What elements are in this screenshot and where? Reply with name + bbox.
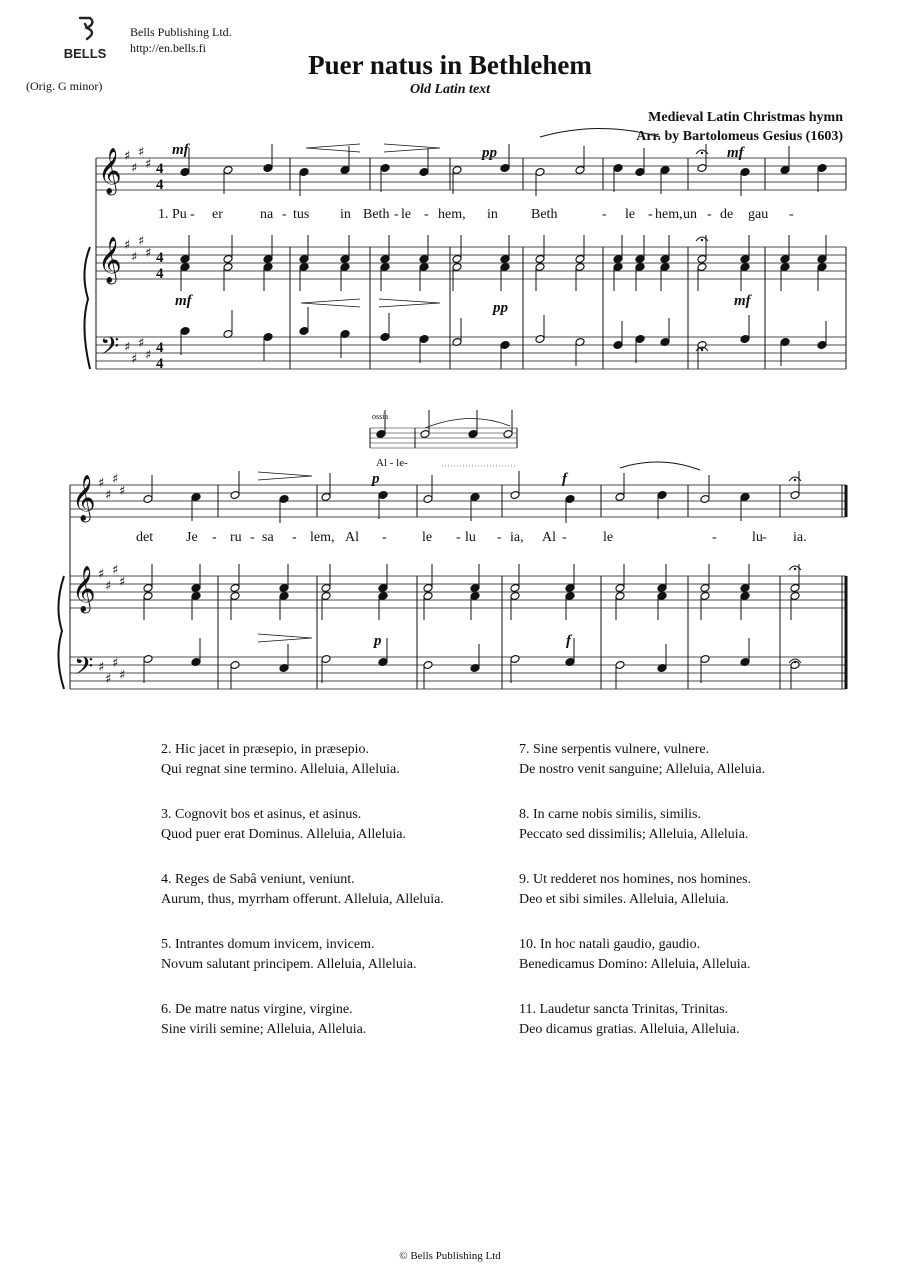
dynamic-mark: p xyxy=(374,633,382,649)
lyric-syllable: lu xyxy=(465,530,476,545)
lyric-syllable: lem, xyxy=(310,530,335,545)
lyric-syllable: det xyxy=(136,530,154,545)
fermata-dot xyxy=(701,152,703,154)
lyric-syllable: - xyxy=(602,207,607,222)
sharp-sign: ♯ xyxy=(112,472,119,487)
verse-line: Benedicamus Domino: Alleluia, Alleluia. xyxy=(519,957,751,972)
verse-block xyxy=(519,805,748,845)
lyric-syllable: - xyxy=(212,530,217,545)
sharp-sign: ♯ xyxy=(119,575,126,590)
verse-line: 4. Reges de Sabâ veniunt, veniunt. xyxy=(161,872,355,887)
verse-line: Deo dicamus gratias. Alleluia, Alleluia. xyxy=(519,1022,740,1037)
sharp-sign: ♯ xyxy=(98,567,105,582)
verse-line: 7. Sine serpentis vulnere, vulnere. xyxy=(519,742,710,757)
lyric-syllable: le xyxy=(401,207,412,222)
lyric-syllable: - xyxy=(250,530,255,545)
time-signature: 4 xyxy=(156,266,164,282)
sharp-sign: ♯ xyxy=(112,656,119,671)
treble-clef: 𝄞 xyxy=(98,237,122,283)
sharp-sign: ♯ xyxy=(124,149,131,164)
sharp-sign: ♯ xyxy=(119,668,126,683)
sharp-sign: ♯ xyxy=(124,340,131,355)
verse-line: Qui regnat sine termino. Alleluia, Alleluia. xyxy=(161,762,400,777)
piano-brace xyxy=(58,576,64,689)
lyric-syllable: Je xyxy=(186,530,198,545)
lyric-syllable: - xyxy=(562,530,567,545)
time-signature: 4 xyxy=(156,340,164,356)
verse-line: 2. Hic jacet in præsepio, in præsepio. xyxy=(161,742,370,757)
crescendo-hairpin xyxy=(301,299,360,307)
verse-block xyxy=(161,1000,366,1040)
sharp-sign: ♯ xyxy=(138,234,145,249)
decrescendo-hairpin xyxy=(379,299,440,307)
sharp-sign: ♯ xyxy=(145,246,152,261)
credit-arranger: Arr. by Bartolomeus Gesius (1603) xyxy=(636,129,843,144)
lyric-syllable: sa xyxy=(262,530,274,545)
sharp-sign: ♯ xyxy=(131,161,138,176)
sharp-sign: ♯ xyxy=(138,145,145,160)
lyric-syllable: lu xyxy=(752,530,763,545)
verse-line: 8. In carne nobis similis, similis. xyxy=(519,807,701,822)
decrescendo-hairpin xyxy=(258,634,312,642)
verse-block xyxy=(519,935,750,975)
page-title: Puer natus in Bethlehem xyxy=(308,50,592,80)
lyric-syllable: le xyxy=(422,530,433,545)
lyric-syllable: na xyxy=(260,207,274,222)
treble-clef: 𝄞 xyxy=(72,566,96,612)
verse-line: 10. In hoc natali gaudio, gaudio. xyxy=(519,937,701,952)
dynamic-mark: mf xyxy=(175,293,192,309)
sharp-sign: ♯ xyxy=(131,352,138,367)
lyric-syllable: - xyxy=(648,207,653,222)
sharp-sign: ♯ xyxy=(124,238,131,253)
sharp-sign: ♯ xyxy=(112,563,119,578)
sharp-sign: ♯ xyxy=(105,579,112,594)
lyric-syllable: de xyxy=(720,207,734,222)
bass-clef: 𝄢 xyxy=(100,332,120,367)
sharp-sign: ♯ xyxy=(138,336,145,351)
sharp-sign: ♯ xyxy=(105,488,112,503)
sharp-sign: ♯ xyxy=(119,484,126,499)
lyric-syllable: Beth xyxy=(363,207,390,222)
sharp-sign: ♯ xyxy=(98,476,105,491)
verse-block xyxy=(519,1000,739,1040)
verse-line: Peccato sed dissimilis; Alleluia, Alleluia. xyxy=(519,827,749,842)
verse-block xyxy=(519,740,765,780)
dynamic-mark: mf xyxy=(727,145,744,161)
dynamic-mark: pp xyxy=(482,145,497,161)
verse-line: De nostro venit sanguine; Alleluia, Alleluia. xyxy=(519,762,766,777)
svg-text:BELLS: BELLS xyxy=(63,46,107,61)
ossia-label: ossia xyxy=(372,412,388,421)
verse-line: 3. Cognovit bos et asinus, et asinus. xyxy=(161,807,362,822)
decrescendo-hairpin xyxy=(258,472,312,480)
lyric-syllable: ia. xyxy=(793,530,807,545)
lyric-syllable: - xyxy=(789,207,794,222)
lyric-syllable: - xyxy=(292,530,297,545)
lyric-syllable: ru xyxy=(230,530,242,545)
credit-source: Medieval Latin Christmas hymn xyxy=(648,110,843,125)
publisher-name: Bells Publishing Ltd. xyxy=(130,25,232,39)
lyric-syllable: er xyxy=(212,207,223,222)
lyric-syllable: un xyxy=(683,207,697,222)
lyric-syllable: hem, xyxy=(655,207,683,222)
lyric-syllable: - xyxy=(382,530,387,545)
crescendo-hairpin xyxy=(306,144,360,152)
verse-line: Deo et sibi similes. Alleluia, Alleluia. xyxy=(519,892,729,907)
lyric-syllable: Al xyxy=(345,530,359,545)
verse-line: Novum salutant principem. Alleluia, Alleluia. xyxy=(161,957,417,972)
dynamic-mark: mf xyxy=(172,142,189,158)
verse-line: Quod puer erat Dominus. Alleluia, Alleluia. xyxy=(161,827,406,842)
dynamic-mark: mf xyxy=(734,293,751,309)
slur xyxy=(540,129,660,138)
lyric-syllable: - xyxy=(762,530,767,545)
lyric-syllable: - xyxy=(424,207,429,222)
decrescendo-hairpin xyxy=(384,144,440,152)
fermata-dot xyxy=(794,568,796,570)
verse-block xyxy=(161,870,444,910)
verse-block xyxy=(161,805,406,845)
publisher-url[interactable]: http://en.bells.fi xyxy=(130,41,206,55)
verse-line: 5. Intrantes domum invicem, invicem. xyxy=(161,937,375,952)
lyric-syllable: le xyxy=(625,207,636,222)
time-signature: 4 xyxy=(156,250,164,266)
lyric-syllable: hem, xyxy=(438,207,466,222)
verse-line: 6. De matre natus virgine, virgine. xyxy=(161,1002,353,1017)
lyric-syllable: - xyxy=(712,530,717,545)
sharp-sign: ♯ xyxy=(131,250,138,265)
sharp-sign: ♯ xyxy=(105,672,112,687)
lyric-syllable: - xyxy=(394,207,399,222)
subtitle: Old Latin text xyxy=(409,82,491,97)
dynamic-mark: pp xyxy=(493,300,508,316)
lyric-syllable: - xyxy=(190,207,195,222)
copyright-footer: © Bells Publishing Ltd xyxy=(399,1250,501,1262)
lyric-syllable: - xyxy=(497,530,502,545)
verse-block xyxy=(161,740,400,780)
fermata-dot xyxy=(794,661,796,663)
slur xyxy=(620,462,700,470)
lyric-syllable: - xyxy=(456,530,461,545)
lyric-syllable: Al xyxy=(542,530,556,545)
fermata-dot xyxy=(701,239,703,241)
time-signature: 4 xyxy=(156,177,164,193)
verse-line: Aurum, thus, myrrham offerunt. Alleluia, Alleluia. xyxy=(161,892,444,907)
lyric-syllable: Beth xyxy=(531,207,558,222)
slur xyxy=(425,418,510,428)
lyric-syllable: 1. Pu xyxy=(158,207,187,222)
lyric-syllable: ia, xyxy=(510,530,524,545)
verse-line: 9. Ut redderet nos homines, nos homines. xyxy=(519,872,752,887)
sharp-sign: ♯ xyxy=(145,348,152,363)
lyric-syllable: gau xyxy=(748,207,769,222)
lyric-syllable: in xyxy=(487,207,498,222)
lyric-syllable: in xyxy=(340,207,351,222)
time-signature: 4 xyxy=(156,161,164,177)
piano-brace xyxy=(84,247,90,369)
dynamic-mark: f xyxy=(566,633,571,649)
sharp-sign: ♯ xyxy=(145,157,152,172)
original-key: (Orig. G minor) xyxy=(26,79,103,93)
lyric-syllable: tus xyxy=(293,207,310,222)
verse-block xyxy=(161,935,416,975)
bass-clef: 𝄢 xyxy=(74,652,94,687)
time-signature: 4 xyxy=(156,356,164,372)
fermata-dot xyxy=(701,349,703,351)
sharp-sign: ♯ xyxy=(98,660,105,675)
verse-line: 11. Laudetur sancta Trinitas, Trinitas. xyxy=(519,1002,729,1017)
dynamic-mark: p xyxy=(372,471,380,487)
fermata-dot xyxy=(794,479,796,481)
treble-clef: 𝄞 xyxy=(98,148,122,194)
treble-clef: 𝄞 xyxy=(72,475,96,521)
lyric-syllable: le xyxy=(603,530,614,545)
verse-line: Sine virili semine; Alleluia, Alleluia. xyxy=(161,1022,367,1037)
lyric-syllable: - xyxy=(707,207,712,222)
ossia-lyric: Al - le- xyxy=(376,457,408,469)
verse-block xyxy=(519,870,751,910)
dynamic-mark: f xyxy=(562,471,567,487)
lyric-syllable: - xyxy=(282,207,287,222)
